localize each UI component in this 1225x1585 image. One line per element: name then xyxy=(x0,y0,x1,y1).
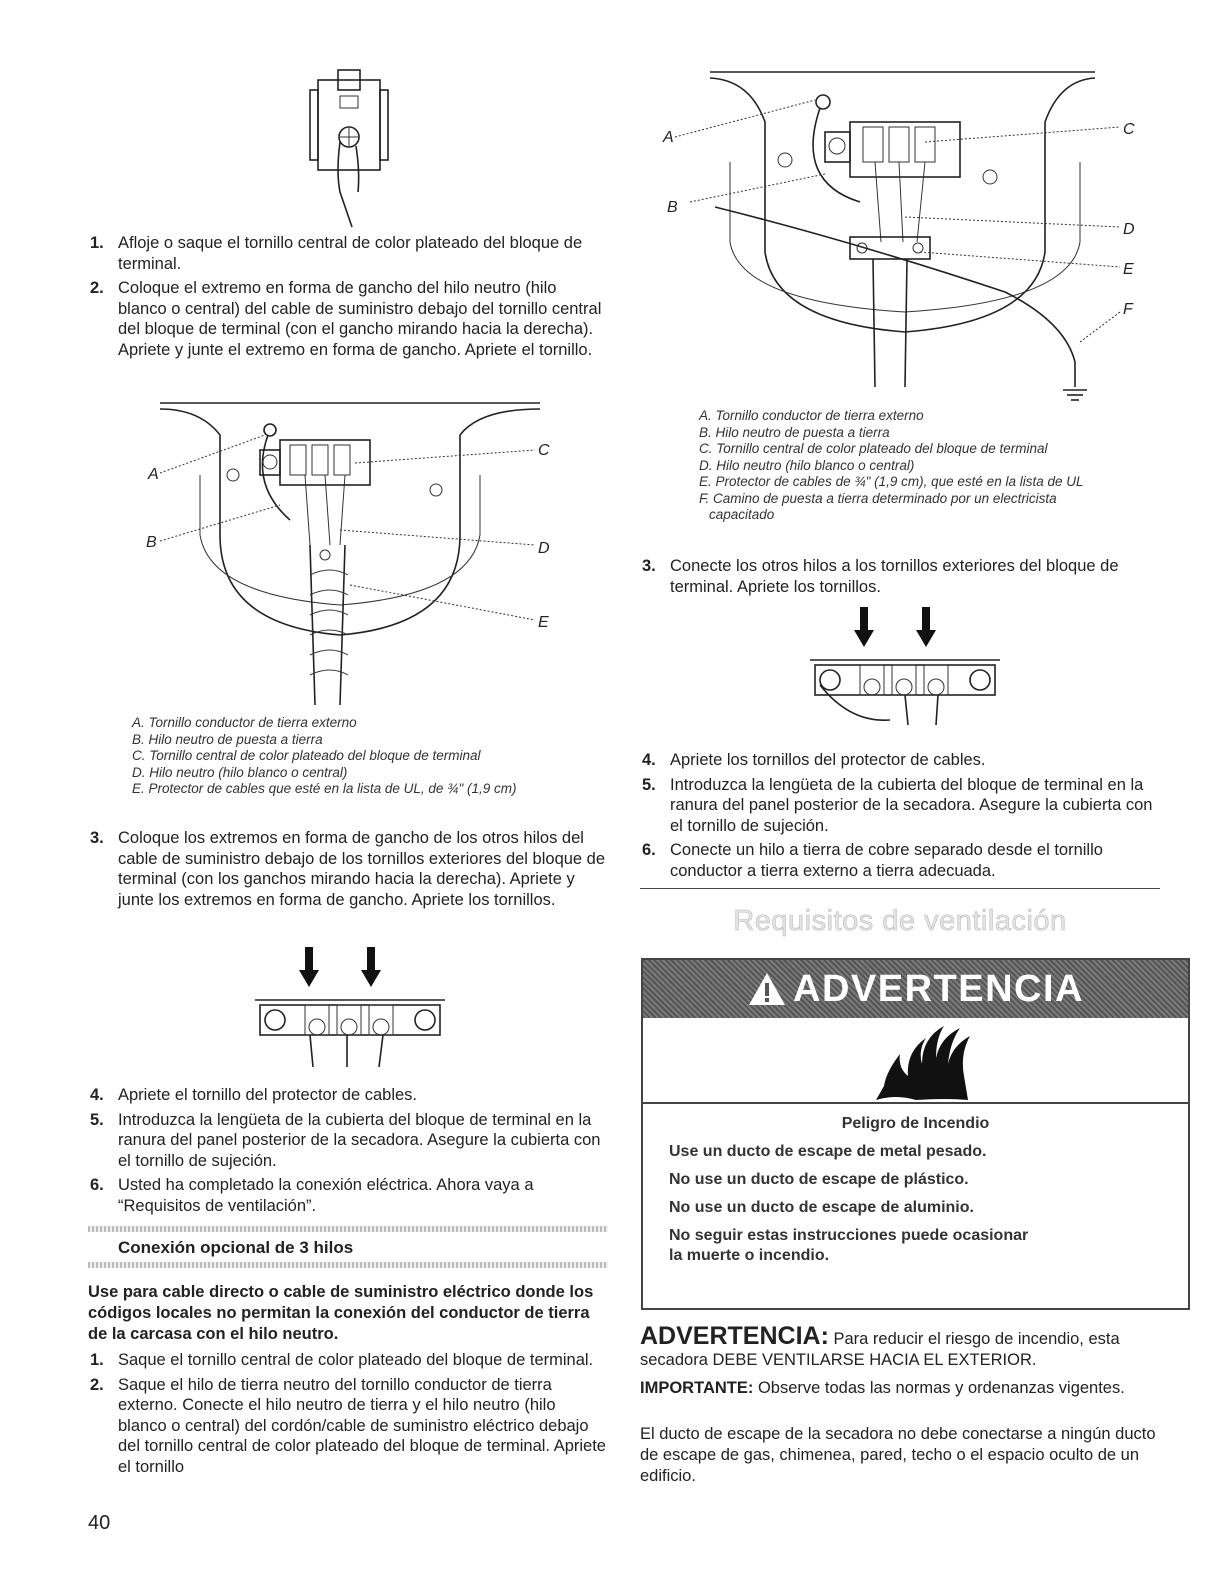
figure2-caption: A. Tornillo conductor de tierra externo B. Hilo neutro de puesta a tierra C. Tornillo central de color plateado del bloque de terminal D. Hilo neutro (hilo blanco o central) E. Protector de cables de ¾" (1,9 cm), que esté en la lista de UL F. Camino de puesta a tierra determinado por un electricista capacitado xyxy=(699,408,1084,522)
section-divider xyxy=(640,888,1160,889)
fire-pictogram xyxy=(643,1018,1188,1104)
list-item: 3. Coloque los extremos en forma de gancho de los otros hilos del cable de suministro debajo de los tornillos exteriores del bloque de terminal (con los ganchos mirando hacia la derecha). Apriete y junte los extremos en forma de gancho. Apriete los tornillos. xyxy=(90,829,606,909)
warning-line: Use un ducto de escape de metal pesado. xyxy=(669,1143,987,1160)
warning-line: la muerte o incendio. xyxy=(669,1247,830,1264)
steps-list-b xyxy=(88,1085,608,1216)
fig2-label-a: A xyxy=(663,129,674,146)
list-item: 4. Apriete el tornillo del protector de cables. xyxy=(90,1086,417,1104)
divider xyxy=(88,1262,608,1268)
list-item: 5. Introduzca la lengüeta de la cubierta del bloque de terminal en la ranura del panel posterior de la secadora. Asegure la cubierta con el tornillo de sujeción. xyxy=(642,775,1153,835)
importante-paragraph: IMPORTANTE: Observe todas las normas y ordenanzas vigentes. xyxy=(640,1379,1125,1397)
figure-3wire-connection xyxy=(655,62,1155,407)
warning-triangle-icon xyxy=(747,971,787,1007)
list-item: 2. Coloque el extremo en forma de gancho del hilo neutro (hilo blanco o central) del cable de suministro debajo del tornillo central del bloque de terminal (con el gancho mirando hacia la derecha). Apriete y junte el extremo en forma de gancho. Apriete el tornillo. xyxy=(90,279,602,359)
list-item: 3. Conecte los otros hilos a los tornillos exteriores del bloque de terminal. Apriete los tornillos. xyxy=(642,557,1119,596)
subheading-block xyxy=(88,1226,608,1268)
warning-box xyxy=(641,958,1190,1310)
warning-hazard-title: Peligro de Incendio xyxy=(841,1115,990,1132)
figure-terminal-strip-left xyxy=(255,945,445,1070)
final-paragraph: El ducto de escape de la secadora no debe conectarse a ningún ducto de escape de gas, chimenea, pared, techo o el espacio oculto de un edificio. xyxy=(640,1425,1156,1485)
list-item: 2. Saque el hilo de tierra neutro del tornillo conductor de tierra externo. Conecte el hilo neutro de tierra y el hilo neutro (hilo blanco o central) del cordón/cable de suministro eléctrico debajo del tornillo central de color plateado del bloque de terminal. Apriete el tornillo xyxy=(90,1375,606,1476)
warning-header: ADVERTENCIA xyxy=(643,960,1188,1018)
steps-list-a xyxy=(88,233,608,360)
advertencia-paragraph: ADVERTENCIA: Para reducir el riesgo de incendio, esta secadora DEBE VENTILARSE HACIA EL EXTERIOR. xyxy=(640,1322,1120,1369)
list-item: 6. Conecte un hilo a tierra de cobre separado desde el tornillo conductor a tierra externo a tierra adecuada. xyxy=(642,841,1103,880)
warning-line: No seguir estas instrucciones puede ocasionar xyxy=(669,1227,1029,1244)
fig2-label-f: F xyxy=(1123,301,1133,318)
list-item: 1. Afloje o saque el tornillo central de color plateado del bloque de terminal. xyxy=(90,234,583,273)
fig2-label-b: B xyxy=(667,199,678,216)
fig1-label-b: B xyxy=(146,534,157,551)
steps-list-right-step3 xyxy=(640,556,1160,597)
list-item: 5. Introduzca la lengüeta de la cubierta del bloque de terminal en la ranura del panel posterior de la secadora. Asegure la cubierta con el tornillo de sujeción. xyxy=(90,1110,601,1170)
figure1-caption: A. Tornillo conductor de tierra externo B. Hilo neutro de puesta a tierra C. Tornillo central de color plateado del bloque de terminal D. Hilo neutro (hilo blanco o central) E. Protector de cables que esté en la lista de UL, de ¾" (1,9 cm) xyxy=(132,715,517,796)
fire-icon xyxy=(856,1024,976,1102)
subheading-3-wire: Conexión opcional de 3 hilos xyxy=(118,1238,354,1257)
fig1-label-c: C xyxy=(538,442,550,459)
page-number: 40 xyxy=(88,1512,111,1534)
figure-terminal-screw xyxy=(300,62,400,232)
fig1-label-a: A xyxy=(148,466,159,483)
fig2-label-d: D xyxy=(1123,221,1135,238)
bold-paragraph: Use para cable directo o cable de suministro eléctrico donde los códigos locales no permitan la conexión del conductor de tierra de la carcasa con el hilo neutro. xyxy=(88,1283,594,1343)
steps-list-c xyxy=(88,1350,608,1477)
steps-list-step3 xyxy=(88,828,608,910)
divider xyxy=(88,1226,608,1232)
section-title: Requisitos de ventilación xyxy=(733,905,1067,937)
warning-line: No use un ducto de escape de plástico. xyxy=(669,1171,969,1188)
list-item: 4. Apriete los tornillos del protector de cables. xyxy=(642,751,986,769)
fig1-label-d: D xyxy=(538,540,550,557)
fig2-label-c: C xyxy=(1123,121,1135,138)
fig2-label-e: E xyxy=(1123,261,1134,278)
figure-terminal-strip-right xyxy=(810,605,1000,730)
list-item: 1. Saque el tornillo central de color plateado del bloque de terminal. xyxy=(90,1351,594,1369)
figure-4wire-connection xyxy=(140,395,560,705)
fig1-label-e: E xyxy=(538,614,549,631)
list-item: 6. Usted ha completado la conexión eléctrica. Ahora vaya a “Requisitos de ventilación”. xyxy=(90,1176,534,1215)
warning-line: No use un ducto de escape de aluminio. xyxy=(669,1199,974,1216)
steps-list-right-b xyxy=(640,750,1160,881)
